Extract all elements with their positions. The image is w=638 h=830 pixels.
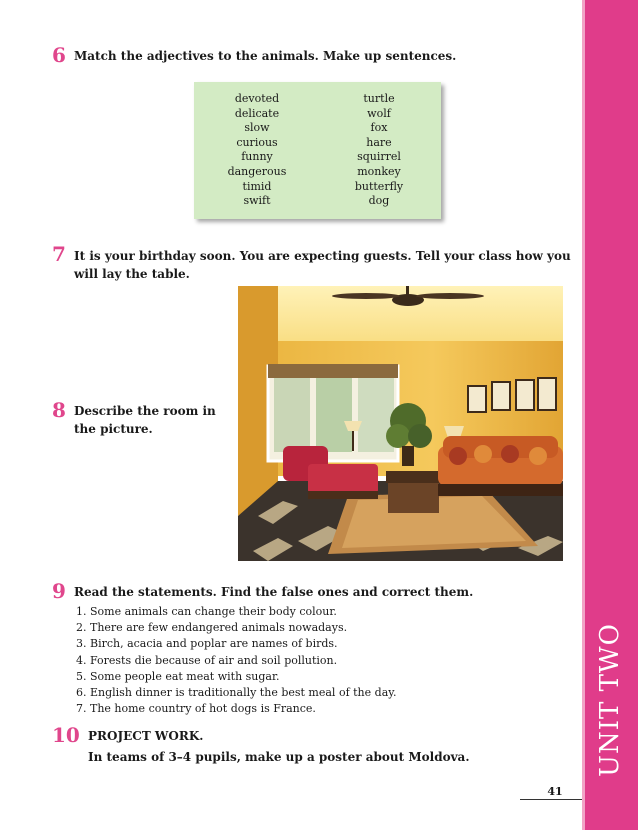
animal-item: squirrel — [357, 150, 401, 164]
footer-rule — [520, 799, 582, 800]
statement-item: 4. Forests die because of air and soil pollution. — [76, 653, 338, 667]
adjective-item: slow — [244, 121, 270, 135]
animal-item: butterfly — [354, 179, 404, 193]
exercise-10-task: In teams of 3–4 pupils, make up a poster about Moldova. — [88, 750, 470, 764]
exercise-7-number: 7 — [52, 242, 66, 266]
adjective-animal-match-box — [194, 82, 441, 219]
page-number: 41 — [547, 785, 563, 798]
exercise-6-number: 6 — [52, 43, 66, 67]
unit-label: UNIT TWO — [595, 623, 625, 777]
statement-item: 3. Birch, acacia and poplar are names of birds. — [76, 637, 338, 651]
statement-item: 1. Some animals can change their body colour. — [76, 605, 337, 618]
exercise-8-line2: the picture. — [74, 422, 153, 436]
adjective-item: funny — [241, 150, 273, 164]
exercise-9-number: 9 — [52, 579, 66, 603]
animal-item: fox — [370, 121, 388, 135]
animals-column — [324, 92, 434, 209]
adjective-item: dangerous — [227, 164, 287, 178]
exercise-6-instruction: Match the adjectives to the animals. Make up sentences. — [74, 49, 457, 63]
exercise-10-number: 10 — [52, 723, 80, 747]
statement-item: 6. English dinner is traditionally the best meal of the day. — [76, 686, 397, 700]
animal-item: turtle — [363, 92, 395, 105]
exercise-10-title: PROJECT WORK. — [88, 729, 204, 743]
exercise-8-number: 8 — [52, 398, 66, 422]
sidebar-edge — [582, 0, 585, 830]
statements-list — [76, 604, 506, 717]
exercise-9-instruction: Read the statements. Find the false ones and correct them. — [74, 585, 474, 599]
exercise-7-line2: will lay the table. — [74, 267, 190, 281]
adjective-item: devoted — [234, 92, 280, 105]
statement-item: 2. There are few endangered animals nowadays. — [76, 621, 348, 635]
animal-item: monkey — [357, 164, 401, 178]
statement-item: 5. Some people eat meat with sugar. — [76, 669, 280, 683]
exercise-7-line1: It is your birthday soon. You are expecting guests. Tell your class how you — [74, 249, 571, 263]
adjective-item: timid — [242, 179, 272, 193]
adjectives-column — [202, 92, 312, 209]
statement-item: 7. The home country of hot dogs is France. — [76, 702, 316, 716]
animal-item: dog — [368, 194, 390, 208]
animal-item: wolf — [367, 106, 391, 120]
adjective-item: swift — [243, 194, 271, 208]
animal-item: hare — [366, 135, 392, 149]
adjective-item: curious — [236, 135, 278, 149]
living-room-photo — [238, 286, 563, 561]
adjective-item: delicate — [234, 106, 280, 120]
exercise-8-line1: Describe the room in — [74, 404, 216, 418]
